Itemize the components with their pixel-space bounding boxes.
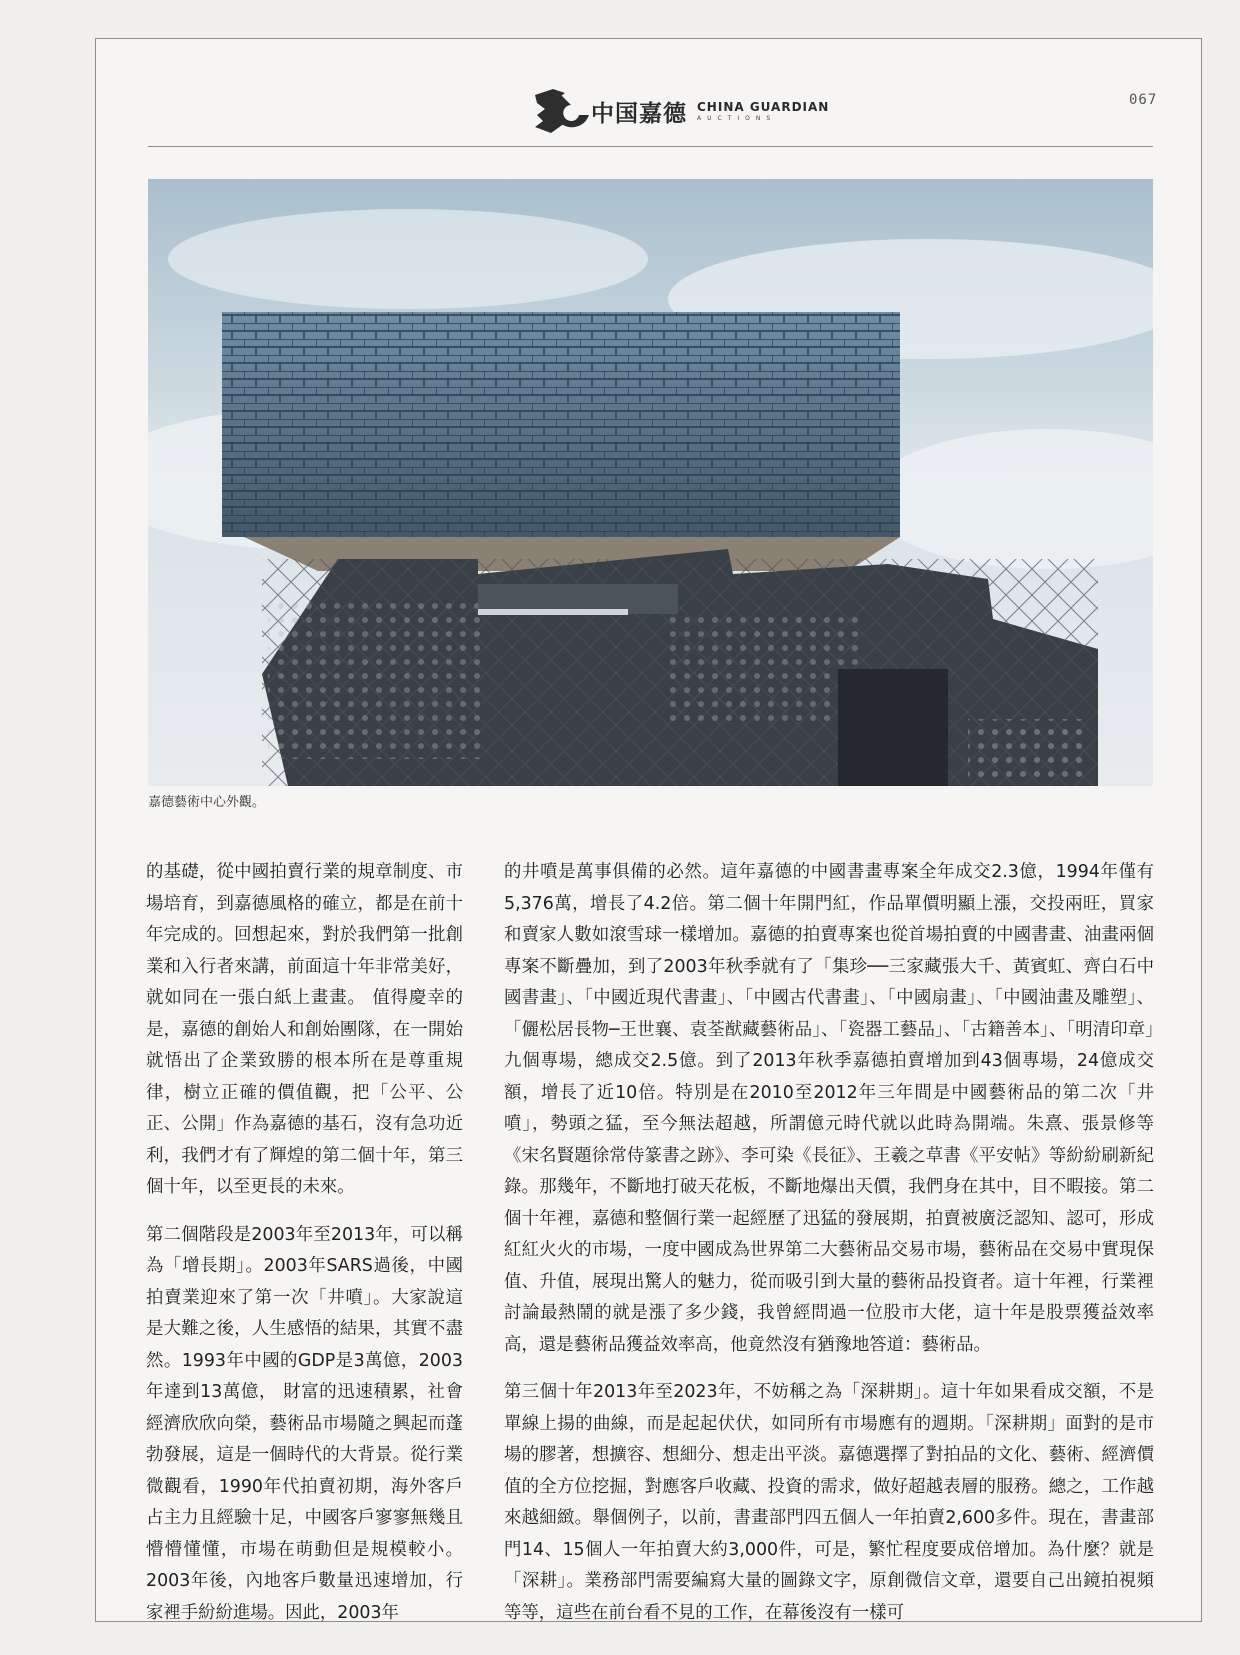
paragraph: 第二個階段是2003年至2013年，可以稱為「增長期」。2003年SARS過後，中國拍賣業迎來了第一次「井噴」。大家說這是大難之後，人生感悟的結果，其實不盡然。1993年中國的GDP是3萬億，2003年達到13萬億， 財富的迅速積累，社會經濟欣欣向榮，藝術品市場隨之興起而蓬勃發展，這是一個時代的大背景。從行業微觀看，1990年代拍賣初期，海外客戶占主力且經驗十足，中國客戶寥寥無幾且懵懵懂懂，市場在萌動但是規模較小。2003年後，內地客戶數量迅速增加，行家裡手紛紛進場。因此，2003年 — [146, 1224, 463, 1623]
article-column-left — [146, 857, 463, 1629]
header-divider — [148, 146, 1153, 147]
brand-name-english — [697, 101, 829, 122]
paragraph: 的井噴是萬事俱備的必然。這年嘉德的中國書畫專案全年成交2.3億，1994年僅有5,376萬，增長了4.2倍。第二個十年開門紅，作品單價明顯上漲，交投兩旺，買家和賣家人數如滾雪球一樣增加。嘉德的拍賣專案也從首場拍賣的中國書畫、油畫兩個專案不斷疊加，到了2003年秋季就有了「集珍──三家藏張大千、黃賓虹、齊白石中國書畫」、「中國近現代書畫」、「中國古代書畫」、「中國扇畫」、「中國油畫及雕塑」、「儷松居長物─王世襄、袁荃猷藏藝術品」、「瓷器工藝品」、「古籍善本」、「明清印章」九個專場，總成交2.5億。到了2013年秋季嘉德拍賣增加到43個專場，24億成交額，增長了近10倍。特別是在2010至2012年三年間是中國藝術品的第二次「井噴」，勢頭之猛，至今無法超越，所謂億元時代就以此時為開端。朱熹、張景修等《宋名賢題徐常侍篆書之跡》、李可染《長征》、王羲之草書《平安帖》等紛紛刷新紀錄。那幾年，不斷地打破天花板，不斷地爆出天價，我們身在其中，目不暇接。第二個十年裡，嘉德和整個行業一起經歷了迅猛的發展期，拍賣被廣泛認知、認可，形成紅紅火火的市場，一度中國成為世界第二大藝術品交易市場，藝術品在交易中實現保值、升值，展現出驚人的魅力，從而吸引到大量的藝術品投資者。這十年裡，行業裡討論最熱鬧的就是漲了多少錢，我曾經問過一位股市大佬，這十年是股票獲益效率高，還是藝術品獲益效率高，他竟然沒有猶豫地答道：藝術品。 — [504, 862, 1154, 1355]
paragraph: 第三個十年2013年至2023年，不妨稱之為「深耕期」。這十年如果看成交額，不是單線上揚的曲線，而是起起伏伏，如同所有市場應有的週期。「深耕期」面對的是市場的膠著，想擴容、想細分、想走出平淡。嘉德選擇了對拍品的文化、藝術、經濟價值的全方位挖掘，對應客戶收藏、投資的需求，做好超越表層的服務。總之，工作越來越細緻。舉個例子，以前，書畫部門四五個人一年拍賣2,600多件。現在，書畫部門14、15個人一年拍賣大約3,000件，可是，繁忙程度要成倍增加。為什麼？就是「深耕」。業務部門需要編寫大量的圖錄文字，原創微信文章，還要自己出鏡拍視頻等等，這些在前台看不見的工作，在幕後沒有一樣可 — [504, 1382, 1154, 1623]
brand-name-english-line1: CHINA GUARDIAN — [697, 99, 830, 114]
brand-name-chinese: 中国嘉德 — [591, 99, 687, 127]
brand-name-english-line2: AUCTIONS — [697, 114, 777, 122]
page-number: 067 — [1129, 92, 1158, 108]
paragraph: 的基礎，從中國拍賣行業的規章制度、市場培育，到嘉德風格的確立，都是在前十年完成的。回想起來，對於我們第一批創業和入行者來講，前面這十年非常美好，就如同在一張白紙上畫畫。 值得慶幸的是，嘉德的創始人和創始團隊，在一開始就悟出了企業致勝的根本所在是尊重規律，樹立正確的價值觀，把「公平、公正、公開」作為嘉德的基石，沒有急功近利，我們才有了輝煌的第二個十年，第三個十年，以至更長的未來。 — [146, 862, 463, 1197]
brand-logo — [531, 81, 829, 141]
page-header — [96, 39, 1201, 149]
anniversary-30-logo-icon — [531, 85, 591, 137]
building-photo — [148, 179, 1153, 786]
photo-caption: 嘉德藝術中心外觀。 — [148, 795, 266, 810]
page-frame — [95, 38, 1202, 1622]
article-column-right — [504, 857, 1154, 1629]
